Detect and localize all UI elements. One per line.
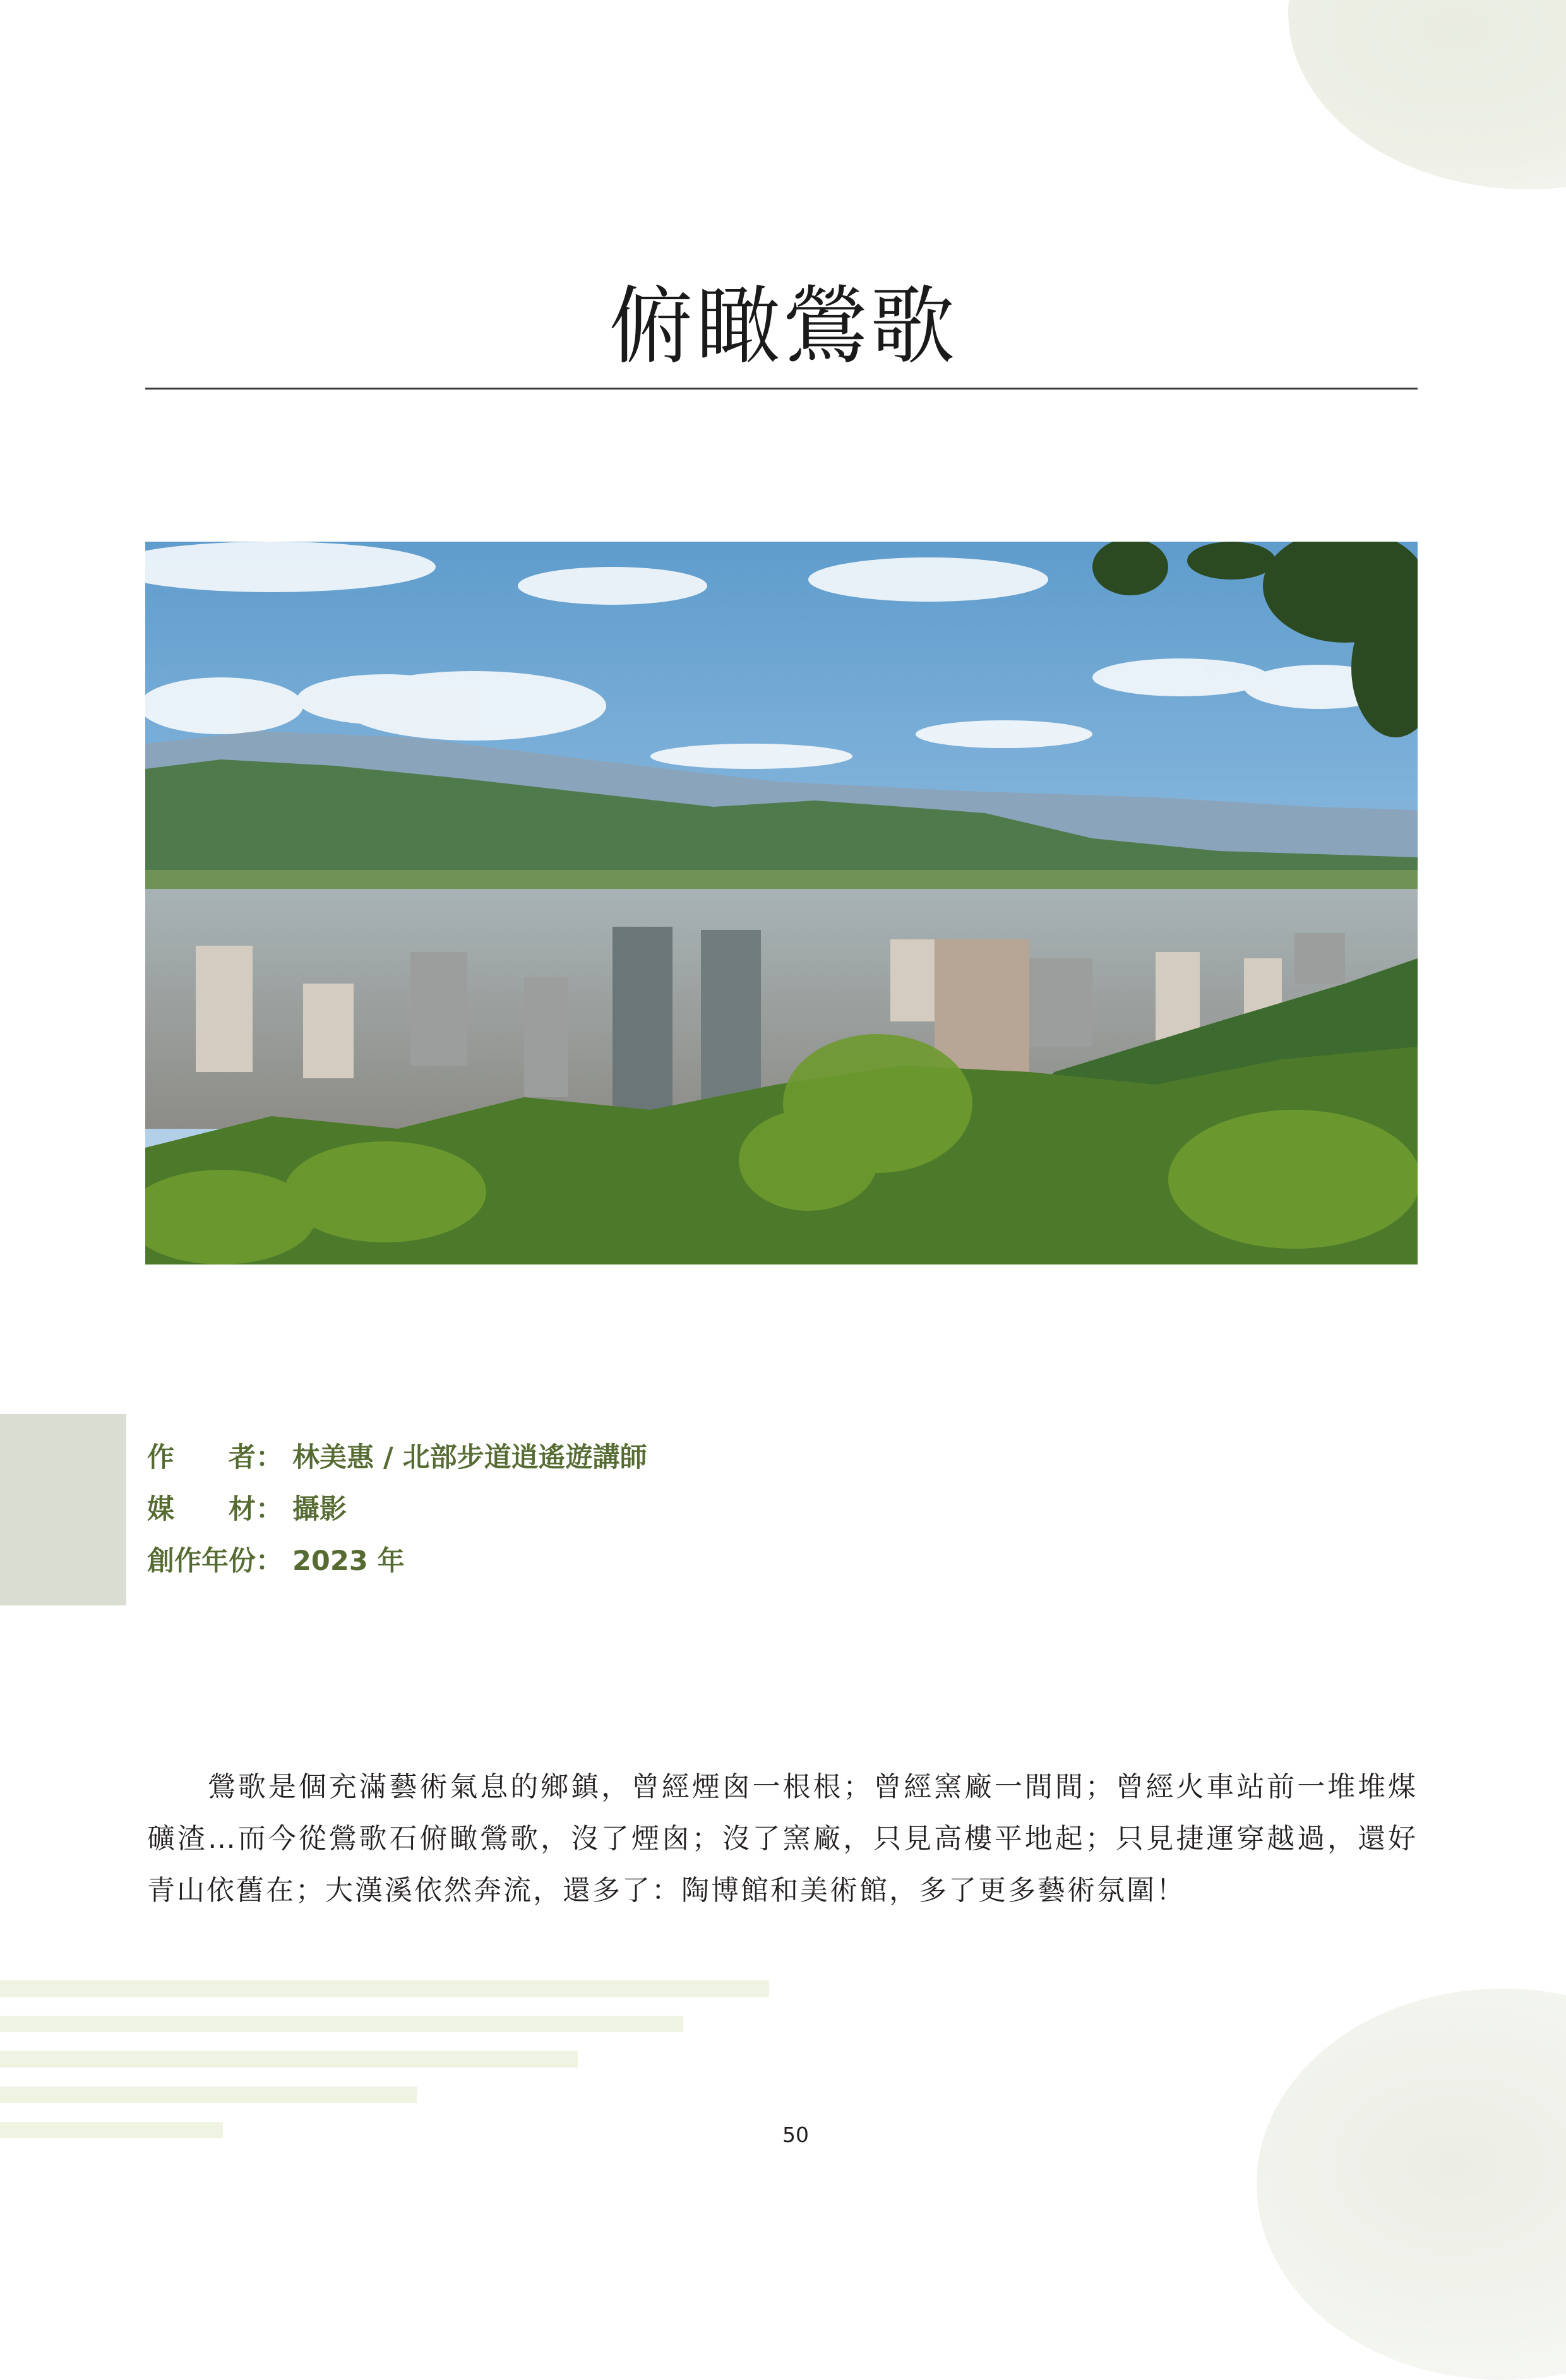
decorative-blob-bottom <box>1257 1989 1566 2380</box>
page-number: 50 <box>782 2122 809 2147</box>
decorative-stripe <box>0 1980 769 1997</box>
year-label: 創作年份： <box>147 1545 283 1577</box>
decorative-stripe <box>0 2086 417 2103</box>
author-value: 林美惠 / 北部步道逍遙遊講師 <box>292 1441 647 1473</box>
tower-left <box>613 927 672 1116</box>
decorative-stripe <box>0 2051 578 2068</box>
title-divider <box>145 388 1418 390</box>
author-label: 作 者： <box>147 1441 283 1473</box>
author-row <box>147 1429 647 1481</box>
metadata-side-block <box>0 1414 126 1605</box>
year-row <box>147 1533 647 1585</box>
artwork-metadata <box>147 1429 647 1585</box>
decorative-stripe <box>0 2016 683 2032</box>
medium-label: 媒 材： <box>147 1493 283 1525</box>
page-title: 俯瞰鶯歌 <box>608 277 957 376</box>
decorative-blob-top <box>1288 0 1566 189</box>
description-paragraph: 鶯歌是個充滿藝術氣息的鄉鎮，曾經煙囪一根根；曾經窯廠一間間；曾經火車站前一堆堆煤礦渣…而今從鶯歌石俯瞰鶯歌，沒了煙囪；沒了窯廠，只見高樓平地起；只見捷運穿越過，還好青山依舊在；大漢溪依然奔流，還多了：陶博館和美術館，多了更多藝術氛圍！ <box>147 1771 1418 1907</box>
artwork-photo <box>145 542 1418 1264</box>
year-value: 2023 年 <box>292 1545 405 1577</box>
medium-value: 攝影 <box>292 1493 347 1525</box>
medium-row <box>147 1481 647 1533</box>
